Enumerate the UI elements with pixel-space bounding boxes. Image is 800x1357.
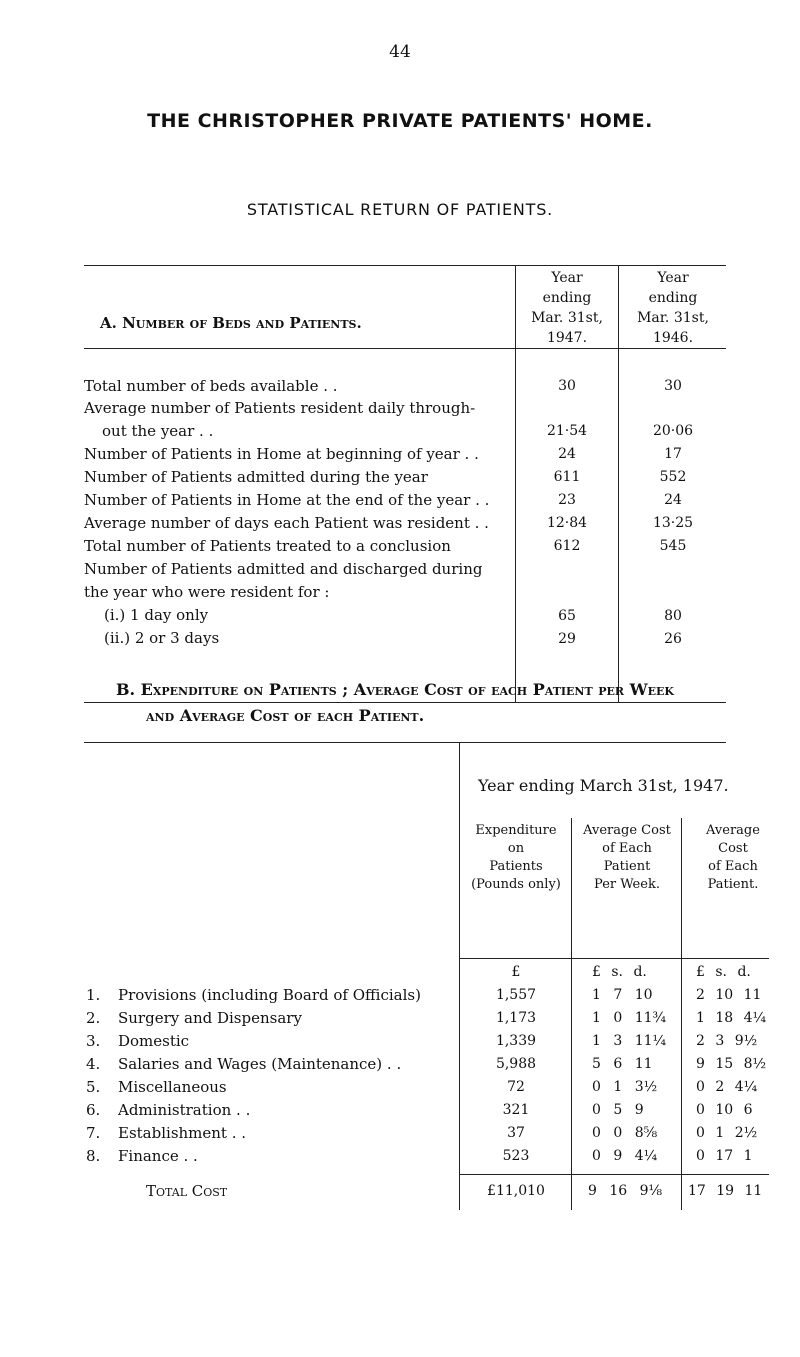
page-number: 44 [389,42,411,62]
value-1946: 13·25 [652,515,694,531]
header-line: Average [706,823,760,838]
row-label: Salaries and Wages (Maintenance) . . [118,1055,402,1073]
average-cost-value: 0 17 1 [696,1148,753,1164]
header-line: Year [657,270,689,286]
value-1947: 612 [553,538,581,554]
unit-label: £ s. d. [696,964,751,980]
column-rule [515,265,516,702]
value-1946: 24 [664,492,682,508]
header-line: Year [551,270,583,286]
header-line: on [507,841,525,856]
row-label: Number of Patients admitted during the year [84,468,428,486]
row-number: 8. [86,1147,101,1165]
expenditure-value: 1,173 [495,1010,537,1026]
column-rule [571,818,572,1062]
header-line: Per Week. [594,877,660,892]
header-line: (Pounds only) [471,877,561,892]
table-rule [84,348,726,349]
total-expenditure: £11,010 [487,1183,545,1199]
header-line: ending [648,290,698,306]
average-cost-value: 0 10 6 [696,1102,753,1118]
average-cost-value: 1 18 4¼ [696,1010,767,1026]
row-label: out the year . . [102,422,214,440]
column-rule [459,742,460,1062]
row-label: Number of Patients in Home at beginning of year . . [84,445,479,463]
column-rule [571,1062,572,1210]
row-number: 3. [86,1032,101,1050]
row-label: Administration . . [118,1101,251,1119]
average-cost-value: 2 3 9½ [696,1033,758,1049]
page-subtitle: STATISTICAL RETURN OF PATIENTS. [246,200,554,219]
value-1946: 26 [664,631,682,647]
header-line: Mar. 31st, [637,310,709,326]
column-header-weekly-cost [574,822,680,894]
header-line: Patient [603,859,651,874]
expenditure-value: 1,557 [495,987,537,1003]
expenditure-value: 1,339 [495,1033,537,1049]
column-header-1947 [518,268,616,348]
row-label: Domestic [118,1032,190,1050]
value-1947: 12·84 [546,515,588,531]
column-header-1946 [621,268,725,348]
value-1947: 23 [558,492,576,508]
row-label: Number of Patients admitted and discharged during [84,560,483,578]
value-1947: 65 [558,608,576,624]
value-1946: 20·06 [652,423,694,439]
row-label: Finance . . [118,1147,198,1165]
column-header-expenditure [462,822,570,894]
header-line: 1946. [652,330,694,346]
column-rule [618,265,619,702]
value-1946: 545 [659,538,687,554]
table-rule [84,742,726,743]
total-weekly-cost: 9 16 9⅛ [588,1183,663,1199]
column-header-average-cost [684,822,782,894]
weekly-cost-value: 1 7 10 [592,987,653,1003]
row-number: 2. [86,1009,101,1027]
unit-label: £ s. d. [592,964,647,980]
total-rule [459,1174,769,1175]
column-rule [459,1062,460,1210]
table-rule [459,958,769,959]
row-label: Average number of Patients resident daily through- [84,399,476,417]
value-1946: 17 [664,446,682,462]
weekly-cost-value: 0 5 9 [592,1102,644,1118]
row-label: Establishment . . [118,1124,247,1142]
total-label: Total Cost [146,1182,228,1200]
weekly-cost-value: 1 3 11¼ [592,1033,667,1049]
header-line: Mar. 31st, [531,310,603,326]
row-label: Surgery and Dispensary [118,1009,302,1027]
header-line: ending [542,290,592,306]
expenditure-value: 72 [507,1079,525,1095]
weekly-cost-value: 0 1 3½ [592,1079,658,1095]
year-header: Year ending March 31st, 1947. [478,776,729,795]
section-a-heading: A. Number of Beds and Patients. [100,314,362,332]
column-rule [681,1062,682,1210]
weekly-cost-value: 1 0 11¾ [592,1010,667,1026]
row-label: Number of Patients in Home at the end of the year . . [84,491,490,509]
row-number: 1. [86,986,101,1004]
average-cost-value: 2 10 11 [696,987,762,1003]
average-cost-value: 9 15 8½ [696,1056,767,1072]
section-b-heading: B. Expenditure on Patients ; Average Cost of each Patient per Week [116,680,674,699]
row-number: 7. [86,1124,101,1142]
header-line: Expenditure [475,823,557,838]
column-rule [681,818,682,1062]
row-label: Total number of Patients treated to a conclusion [84,537,451,555]
unit-label: £ [511,964,521,980]
expenditure-value: 321 [502,1102,530,1118]
total-average-cost: 17 19 11 [688,1183,763,1199]
header-line: Patient. [707,877,759,892]
row-number: 6. [86,1101,101,1119]
row-number: 4. [86,1055,101,1073]
value-1947: 24 [558,446,576,462]
section-b-heading-line2: and Average Cost of each Patient. [146,706,425,725]
average-cost-value: 0 2 4¼ [696,1079,758,1095]
row-label: (i.) 1 day only [104,606,209,624]
value-1947: 29 [558,631,576,647]
table-rule [84,702,726,703]
header-line: Cost [718,841,748,856]
header-line: Patients [489,859,543,874]
value-1947: 30 [558,378,576,394]
row-label: Miscellaneous [118,1078,227,1096]
weekly-cost-value: 0 9 4¼ [592,1148,658,1164]
expenditure-value: 5,988 [495,1056,537,1072]
row-label: the year who were resident for : [84,583,330,601]
value-1946: 80 [664,608,682,624]
value-1947: 21·54 [546,423,588,439]
weekly-cost-value: 0 0 8⅝ [592,1125,658,1141]
header-line: 1947. [546,330,588,346]
row-label: Average number of days each Patient was resident . . [84,514,489,532]
page-title: THE CHRISTOPHER PRIVATE PATIENTS' HOME. [147,110,653,132]
value-1946: 552 [659,469,687,485]
header-line: of Each [708,859,758,874]
header-line: Average Cost [583,823,671,838]
expenditure-value: 37 [507,1125,525,1141]
row-number: 5. [86,1078,101,1096]
expenditure-value: 523 [502,1148,530,1164]
table-rule [84,265,726,266]
value-1947: 611 [553,469,581,485]
row-label: Total number of beds available . . [84,377,338,395]
header-line: of Each [602,841,652,856]
weekly-cost-value: 5 6 11 [592,1056,653,1072]
value-1946: 30 [664,378,682,394]
row-label: Provisions (including Board of Officials) [118,986,421,1004]
row-label: (ii.) 2 or 3 days [104,629,220,647]
average-cost-value: 0 1 2½ [696,1125,758,1141]
